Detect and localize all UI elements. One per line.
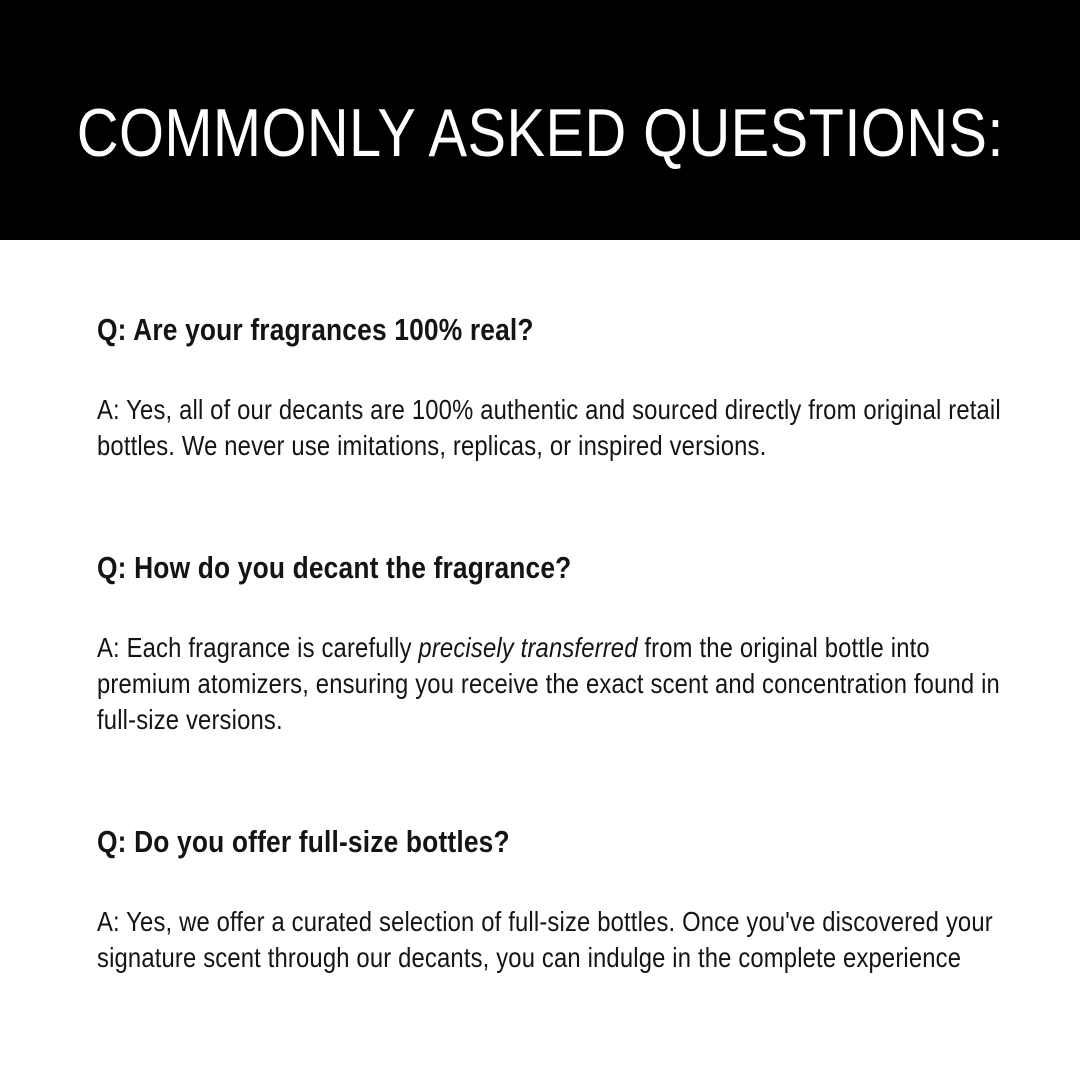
faq-answer: A: Yes, we offer a curated selection of full-size bottles. Once you've discovered your signature scent through our decants, you can indulge in the complete experience <box>97 906 993 973</box>
faq-item-decanting <box>97 548 1007 738</box>
faq-answer <box>97 630 1007 738</box>
header-band <box>0 0 1080 240</box>
faq-answer-text: A: Each fragrance is carefully <box>97 632 419 663</box>
faq-question: Q: Are your fragrances 100% real? <box>97 312 534 347</box>
faq-question: Q: Do you offer full-size bottles? <box>97 824 510 859</box>
faq-item-authenticity <box>97 310 1007 464</box>
faq-list <box>97 240 1007 1060</box>
faq-answer: A: Yes, all of our decants are 100% authentic and sourced directly from original retail bottles. We never use imitations, replicas, or inspired versions. <box>97 394 1001 461</box>
faq-question: Q: How do you decant the fragrance? <box>97 550 572 585</box>
faq-answer-emphasis: precisely transferred <box>418 632 638 663</box>
faq-answer-text: from the original bottle into premium atomizers, ensuring you receive the exact scent and concentration found in full-size versions. <box>97 632 1000 735</box>
faq-item-full-size <box>97 822 1007 976</box>
page-title: COMMONLY ASKED QUESTIONS: <box>76 95 1004 171</box>
